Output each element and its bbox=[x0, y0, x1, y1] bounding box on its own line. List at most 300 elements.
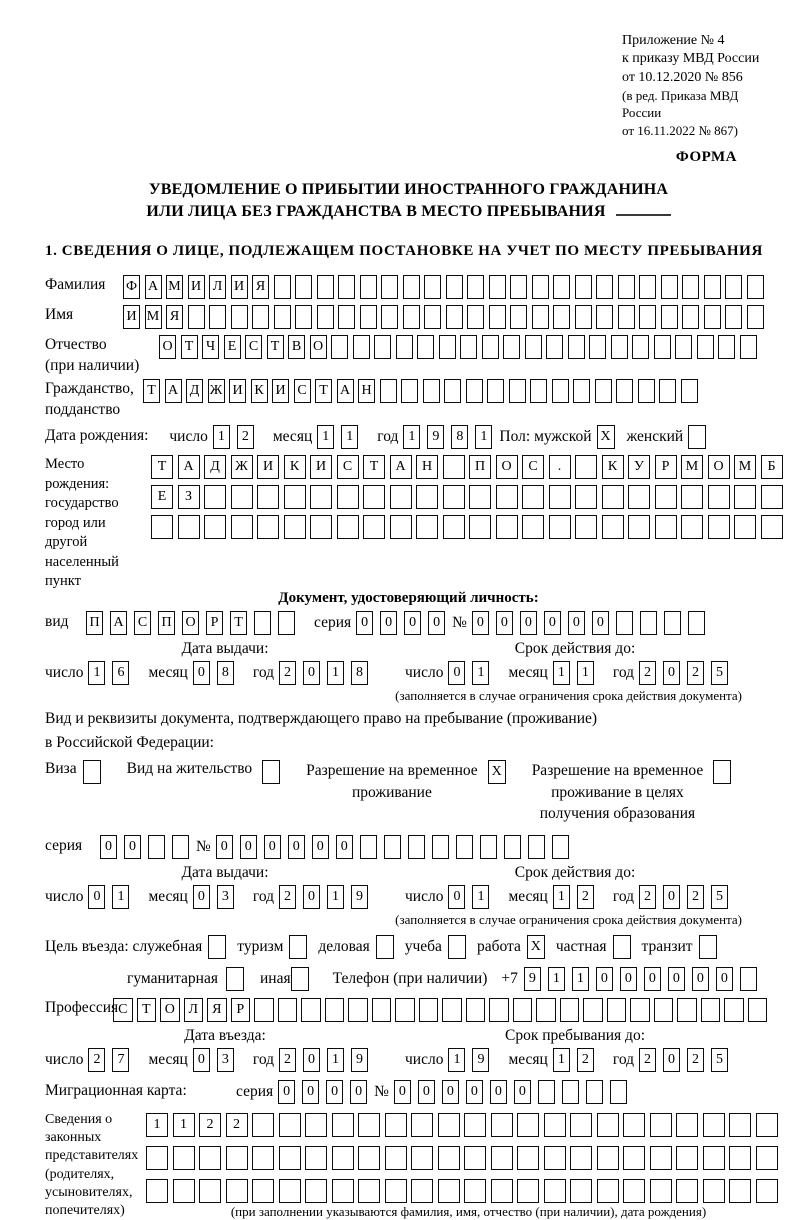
birth-place-label-line-4: населенный пункт bbox=[45, 553, 119, 590]
form-cell: 0 bbox=[302, 1080, 319, 1104]
residence-issue-year-cells bbox=[279, 885, 375, 909]
form-cell bbox=[252, 305, 269, 329]
form-cell: 0 bbox=[303, 1048, 320, 1072]
purpose-humanitarian-checkbox bbox=[226, 967, 244, 991]
form-cell bbox=[597, 1179, 619, 1203]
purpose-tourism-label: туризм bbox=[237, 937, 284, 955]
form-cell: 0 bbox=[448, 885, 465, 909]
form-cell: 0 bbox=[592, 611, 609, 635]
form-cell bbox=[188, 305, 205, 329]
form-cell bbox=[639, 305, 656, 329]
form-cell: 2 bbox=[226, 1113, 248, 1137]
form-cell bbox=[544, 1113, 566, 1137]
form-cell: 9 bbox=[351, 1048, 368, 1072]
residence-valid-date bbox=[405, 885, 735, 909]
appendix-line-4: (в ред. Приказа МВД России bbox=[622, 88, 739, 121]
form-cell bbox=[310, 515, 332, 539]
form-cell bbox=[628, 485, 650, 509]
form-cell bbox=[729, 1179, 751, 1203]
form-cell: П bbox=[469, 455, 491, 479]
form-cell bbox=[697, 335, 714, 359]
form-cell: А bbox=[337, 379, 354, 403]
form-cell bbox=[586, 1080, 603, 1104]
representatives-label-line-3: представителях bbox=[45, 1148, 139, 1164]
form-cell: 1 bbox=[112, 885, 129, 909]
form-cell bbox=[628, 515, 650, 539]
form-cell bbox=[448, 935, 466, 959]
citizenship-label-line-1: Гражданство, bbox=[45, 380, 134, 398]
form-cell bbox=[734, 515, 756, 539]
form-cell bbox=[610, 1080, 627, 1104]
form-cell: 0 bbox=[278, 1080, 295, 1104]
form-cell bbox=[703, 1146, 725, 1170]
form-cell bbox=[509, 379, 526, 403]
form-cell bbox=[596, 275, 613, 299]
form-cell bbox=[530, 379, 547, 403]
form-cell bbox=[676, 1113, 698, 1137]
form-cell: 0 bbox=[544, 611, 561, 635]
form-cell: 2 bbox=[639, 661, 656, 685]
form-cell bbox=[677, 998, 697, 1022]
form-cell: 1 bbox=[173, 1113, 195, 1137]
field-residence-doc-series bbox=[45, 835, 772, 859]
form-cell bbox=[480, 835, 497, 859]
issue-month-cells bbox=[193, 661, 241, 685]
form-cell bbox=[254, 998, 274, 1022]
form-cell: 0 bbox=[380, 611, 397, 635]
form-cell: И bbox=[229, 379, 246, 403]
form-cell bbox=[173, 1146, 195, 1170]
form-title bbox=[45, 179, 772, 222]
birth-place-label-line-2: государство bbox=[45, 495, 119, 512]
form-cell bbox=[305, 1179, 327, 1203]
form-cell bbox=[381, 305, 398, 329]
form-cell bbox=[466, 379, 483, 403]
stay-year-label: год bbox=[612, 1050, 635, 1068]
edu-permit-label-line-1: Разрешение на временное bbox=[531, 761, 704, 779]
form-cell bbox=[360, 835, 377, 859]
form-cell bbox=[353, 335, 370, 359]
doc-series-label: серия bbox=[314, 613, 352, 631]
form-cell: 2 bbox=[577, 885, 594, 909]
form-cell bbox=[489, 998, 509, 1022]
form-cell bbox=[464, 1146, 486, 1170]
residence-valid-year-cells bbox=[639, 885, 735, 909]
form-cell: С bbox=[245, 335, 262, 359]
form-cell bbox=[491, 1179, 513, 1203]
form-cell bbox=[729, 1113, 751, 1137]
form-cell: Е bbox=[224, 335, 241, 359]
doc-dates-row bbox=[45, 661, 772, 685]
form-cell: Я bbox=[207, 998, 227, 1022]
form-cell bbox=[204, 515, 226, 539]
form-cell bbox=[204, 485, 226, 509]
given-name-label: Имя bbox=[45, 306, 74, 324]
entry-dates-row bbox=[45, 1048, 772, 1072]
form-cell bbox=[491, 1146, 513, 1170]
form-cell bbox=[640, 611, 657, 635]
purpose-label: Цель въезда: служебная bbox=[45, 937, 203, 955]
form-cell bbox=[305, 1146, 327, 1170]
purpose-transit-label: транзит bbox=[641, 937, 693, 955]
form-cell bbox=[655, 515, 677, 539]
form-cell: 2 bbox=[687, 885, 704, 909]
residence-issue-date bbox=[45, 885, 405, 909]
form-cell bbox=[358, 1179, 380, 1203]
form-cell: Т bbox=[143, 379, 160, 403]
phone-cells bbox=[524, 967, 764, 991]
residence-issue-day-cells bbox=[88, 885, 136, 909]
form-cell bbox=[661, 275, 678, 299]
residence-doc-intro-1: Вид и реквизиты документа, подтверждающего право на пребывание (проживание) bbox=[45, 709, 598, 727]
form-cell bbox=[489, 305, 506, 329]
form-cell: X bbox=[527, 935, 545, 959]
form-cell bbox=[682, 305, 699, 329]
form-cell: 0 bbox=[663, 1048, 680, 1072]
form-cell bbox=[424, 305, 441, 329]
field-birth-date bbox=[45, 425, 772, 449]
form-cell bbox=[688, 611, 705, 635]
form-cell: 0 bbox=[240, 835, 257, 859]
residence-valid-day-label: число bbox=[405, 887, 444, 905]
form-cell bbox=[469, 515, 491, 539]
form-cell bbox=[423, 379, 440, 403]
form-cell bbox=[513, 998, 533, 1022]
form-cell: 1 bbox=[403, 425, 420, 449]
identity-doc-heading: Документ, удостоверяющий личность: bbox=[278, 589, 539, 606]
form-cell bbox=[384, 835, 401, 859]
form-cell: 2 bbox=[687, 661, 704, 685]
form-cell bbox=[708, 515, 730, 539]
form-cell bbox=[699, 935, 717, 959]
form-cell bbox=[553, 275, 570, 299]
form-cell: Т bbox=[363, 455, 385, 479]
form-cell: С bbox=[294, 379, 311, 403]
form-cell bbox=[301, 998, 321, 1022]
appendix-line-1: Приложение № 4 bbox=[622, 33, 725, 48]
temp-residence-permit-label bbox=[306, 760, 478, 803]
form-cell bbox=[503, 335, 520, 359]
form-cell bbox=[546, 335, 563, 359]
form-cell bbox=[252, 1179, 274, 1203]
form-cell: Д bbox=[186, 379, 203, 403]
form-cell bbox=[460, 335, 477, 359]
representatives-row-3 bbox=[146, 1179, 782, 1203]
residence-valid-year-label: год bbox=[612, 887, 635, 905]
entry-year-label: год bbox=[252, 1050, 275, 1068]
form-cell bbox=[703, 1179, 725, 1203]
form-cell: 1 bbox=[327, 661, 344, 685]
form-cell: 0 bbox=[520, 611, 537, 635]
valid-month-label: месяц bbox=[508, 663, 548, 681]
form-cell bbox=[446, 305, 463, 329]
form-cell: X bbox=[597, 425, 615, 449]
edu-residence-permit-label bbox=[532, 760, 704, 825]
form-cell bbox=[262, 760, 280, 784]
edu-permit-label-line-3: получения образования bbox=[539, 805, 696, 823]
form-cell: 1 bbox=[553, 661, 570, 685]
form-cell bbox=[332, 1146, 354, 1170]
form-cell: 0 bbox=[568, 611, 585, 635]
form-cell bbox=[257, 515, 279, 539]
form-cell: 1 bbox=[146, 1113, 168, 1137]
form-cell bbox=[675, 335, 692, 359]
form-cell: И bbox=[188, 275, 205, 299]
appendix-line-3: от 10.12.2020 № 856 bbox=[622, 69, 743, 85]
entry-dates-header bbox=[45, 1027, 772, 1045]
appendix-line-5: от 16.11.2022 № 867) bbox=[622, 123, 739, 139]
patronymic-cells bbox=[159, 335, 761, 359]
form-cell bbox=[374, 335, 391, 359]
form-cell: 0 bbox=[620, 967, 637, 991]
form-cell: Л bbox=[184, 998, 204, 1022]
sex-male-label: Пол: мужской bbox=[499, 427, 592, 445]
sex-male-checkbox bbox=[597, 425, 615, 449]
residence-issue-month-label: месяц bbox=[148, 887, 188, 905]
visa-checkbox bbox=[83, 760, 101, 784]
form-cell: 1 bbox=[577, 661, 594, 685]
form-cell bbox=[385, 1146, 407, 1170]
form-cell bbox=[469, 485, 491, 509]
residence-dates-header bbox=[45, 864, 772, 882]
form-cell bbox=[424, 275, 441, 299]
form-cell bbox=[664, 611, 681, 635]
birth-place-row-1 bbox=[151, 455, 787, 479]
form-cell bbox=[438, 1146, 460, 1170]
form-cell: С bbox=[522, 455, 544, 479]
form-cell bbox=[510, 305, 527, 329]
form-cell bbox=[756, 1113, 778, 1137]
form-cell bbox=[553, 305, 570, 329]
form-cell: 0 bbox=[466, 1080, 483, 1104]
stay-month-cells bbox=[553, 1048, 601, 1072]
form-cell bbox=[650, 1113, 672, 1137]
form-cell bbox=[358, 1113, 380, 1137]
form-cell bbox=[575, 455, 597, 479]
form-cell: 3 bbox=[217, 885, 234, 909]
form-cell bbox=[496, 515, 518, 539]
form-cell: 1 bbox=[472, 885, 489, 909]
form-cell bbox=[83, 760, 101, 784]
purpose-transit-checkbox bbox=[699, 935, 717, 959]
form-cell: А bbox=[165, 379, 182, 403]
residence-permit-label: Вид на жительство bbox=[126, 759, 253, 777]
form-cell: 1 bbox=[88, 661, 105, 685]
form-cell bbox=[487, 379, 504, 403]
form-cell bbox=[178, 515, 200, 539]
form-cell bbox=[729, 1146, 751, 1170]
citizenship-label-line-2: подданство bbox=[45, 401, 121, 419]
form-cell bbox=[725, 305, 742, 329]
form-cell bbox=[597, 1113, 619, 1137]
form-cell bbox=[611, 335, 628, 359]
form-cell bbox=[279, 1113, 301, 1137]
form-cell bbox=[528, 835, 545, 859]
form-cell bbox=[575, 485, 597, 509]
form-cell: 2 bbox=[687, 1048, 704, 1072]
sex-female-label: женский bbox=[626, 427, 684, 445]
form-cell bbox=[274, 275, 291, 299]
form-cell bbox=[708, 485, 730, 509]
form-cell: 0 bbox=[350, 1080, 367, 1104]
form-cell: Л bbox=[209, 275, 226, 299]
form-cell bbox=[583, 998, 603, 1022]
residence-doc-intro-2: в Российской Федерации: bbox=[45, 733, 214, 751]
field-given-name bbox=[45, 305, 772, 329]
form-cell bbox=[209, 305, 226, 329]
field-purpose-extra-phone bbox=[127, 967, 772, 991]
form-cell: 8 bbox=[451, 425, 468, 449]
form-cell: 1 bbox=[553, 885, 570, 909]
form-cell bbox=[403, 305, 420, 329]
form-cell bbox=[718, 335, 735, 359]
form-cell bbox=[443, 515, 465, 539]
residence-number-label: № bbox=[196, 837, 211, 855]
purpose-private-checkbox bbox=[613, 935, 631, 959]
purpose-study-label: учеба bbox=[404, 937, 442, 955]
form-cell bbox=[661, 305, 678, 329]
form-cell bbox=[676, 1146, 698, 1170]
form-cell bbox=[761, 515, 783, 539]
form-cell bbox=[748, 998, 768, 1022]
form-cell bbox=[363, 485, 385, 509]
visa-option bbox=[45, 760, 101, 784]
form-cell: X bbox=[488, 760, 506, 784]
form-cell bbox=[284, 515, 306, 539]
form-cell: 1 bbox=[317, 425, 334, 449]
citizenship-label bbox=[45, 379, 143, 421]
form-cell: 8 bbox=[217, 661, 234, 685]
stay-month-label: месяц bbox=[508, 1050, 548, 1068]
stay-year-cells bbox=[639, 1048, 735, 1072]
issue-year-label: год bbox=[252, 663, 275, 681]
form-cell bbox=[616, 379, 633, 403]
form-cell bbox=[517, 1179, 539, 1203]
patronymic-label-line-1: Отчество bbox=[45, 336, 107, 354]
form-cell bbox=[376, 935, 394, 959]
form-cell bbox=[638, 379, 655, 403]
form-cell: 1 bbox=[475, 425, 492, 449]
form-cell: 0 bbox=[303, 661, 320, 685]
purpose-business-label: деловая bbox=[318, 937, 370, 955]
form-cell bbox=[403, 275, 420, 299]
form-cell: Т bbox=[181, 335, 198, 359]
form-cell bbox=[756, 1179, 778, 1203]
purpose-study-checkbox bbox=[448, 935, 466, 959]
purpose-official-checkbox bbox=[208, 935, 226, 959]
form-cell: Д bbox=[204, 455, 226, 479]
form-cell: О bbox=[182, 611, 199, 635]
form-cell: Т bbox=[267, 335, 284, 359]
form-cell: А bbox=[390, 455, 412, 479]
form-cell bbox=[544, 1179, 566, 1203]
form-cell: И bbox=[310, 455, 332, 479]
form-cell: 0 bbox=[193, 661, 210, 685]
form-cell: 0 bbox=[596, 967, 613, 991]
patronymic-label bbox=[45, 335, 159, 377]
field-profession bbox=[45, 998, 772, 1022]
birth-place-row-2 bbox=[151, 485, 787, 509]
form-cell: 0 bbox=[496, 611, 513, 635]
valid-year-cells bbox=[639, 661, 735, 685]
form-cell: М bbox=[734, 455, 756, 479]
form-cell bbox=[654, 998, 674, 1022]
form-cell bbox=[291, 967, 309, 991]
form-cell: У bbox=[628, 455, 650, 479]
form-cell bbox=[491, 1113, 513, 1137]
form-cell bbox=[616, 611, 633, 635]
form-cell bbox=[317, 275, 334, 299]
temp-permit-label-line-2: проживание bbox=[351, 783, 432, 801]
form-cell: 3 bbox=[217, 1048, 234, 1072]
form-cell bbox=[464, 1179, 486, 1203]
form-cell: О bbox=[160, 998, 180, 1022]
representatives-row-1 bbox=[146, 1113, 782, 1137]
form-cell: К bbox=[602, 455, 624, 479]
form-cell bbox=[257, 485, 279, 509]
doc-kind-label: вид bbox=[45, 613, 69, 631]
form-cell bbox=[552, 835, 569, 859]
form-cell bbox=[552, 379, 569, 403]
form-cell bbox=[443, 485, 465, 509]
form-cell: О bbox=[159, 335, 176, 359]
form-cell bbox=[747, 305, 764, 329]
residence-issue-label: Дата выдачи: bbox=[181, 863, 269, 881]
form-cell bbox=[254, 611, 271, 635]
form-cell bbox=[549, 485, 571, 509]
form-cell bbox=[597, 1146, 619, 1170]
form-cell: 5 bbox=[711, 1048, 728, 1072]
form-cell bbox=[279, 1179, 301, 1203]
residence-series-label: серия bbox=[45, 837, 83, 855]
issue-month-label: месяц bbox=[148, 663, 188, 681]
form-cell: Т bbox=[230, 611, 247, 635]
form-cell: С bbox=[113, 998, 133, 1022]
form-cell: 0 bbox=[288, 835, 305, 859]
form-cell bbox=[446, 275, 463, 299]
form-cell bbox=[544, 1146, 566, 1170]
form-cell: 1 bbox=[553, 1048, 570, 1072]
form-cell: 1 bbox=[448, 1048, 465, 1072]
field-patronymic bbox=[45, 335, 772, 377]
form-title-line-2 bbox=[45, 201, 772, 223]
form-cell bbox=[417, 335, 434, 359]
form-cell: 0 bbox=[442, 1080, 459, 1104]
form-cell bbox=[596, 305, 613, 329]
form-cell bbox=[390, 485, 412, 509]
valid-year-label: год bbox=[612, 663, 635, 681]
form-cell bbox=[703, 1113, 725, 1137]
form-cell: П bbox=[158, 611, 175, 635]
birth-year-cells bbox=[403, 425, 499, 449]
issue-day-label: число bbox=[45, 663, 84, 681]
form-cell bbox=[623, 1146, 645, 1170]
form-cell bbox=[146, 1179, 168, 1203]
form-cell bbox=[289, 935, 307, 959]
form-cell bbox=[395, 998, 415, 1022]
form-cell bbox=[363, 515, 385, 539]
form-cell bbox=[725, 275, 742, 299]
purpose-humanitarian-label: гуманитарная bbox=[127, 969, 218, 987]
form-cell bbox=[724, 998, 744, 1022]
form-cell bbox=[411, 1179, 433, 1203]
form-cell: 0 bbox=[692, 967, 709, 991]
entry-day-label: число bbox=[45, 1050, 84, 1068]
form-cell: 0 bbox=[490, 1080, 507, 1104]
purpose-work-checkbox bbox=[527, 935, 545, 959]
valid-month-cells bbox=[553, 661, 601, 685]
form-cell: 0 bbox=[448, 661, 465, 685]
